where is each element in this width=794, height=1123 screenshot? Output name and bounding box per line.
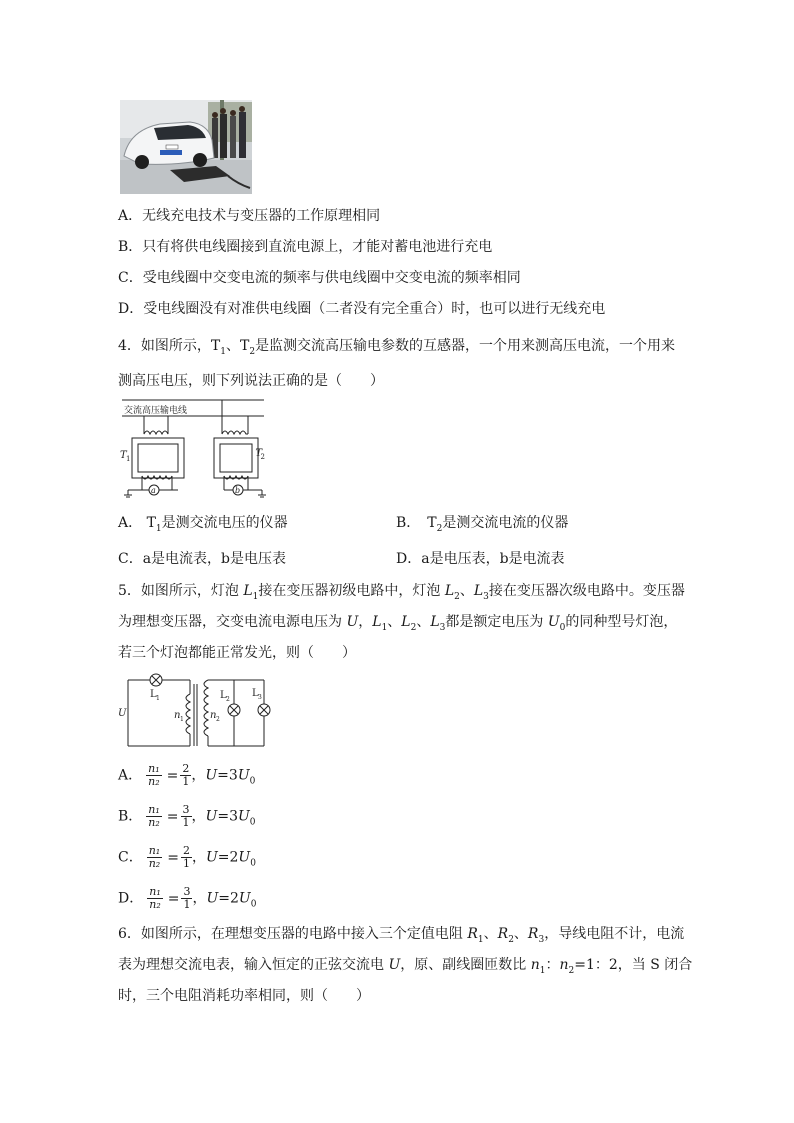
q5-circuit-figure bbox=[116, 670, 276, 750]
q5-stem-line1: 5．如图所示，灯泡 $L_1$接在变压器初级电路中，灯泡 $L_2$、$L_3$接在变压器次级电路中。变压器 bbox=[118, 583, 685, 602]
q5-stem-line2: 为理想变压器，交变电流电源电压为 U，$L_1$、$L_2$、$L_3$都是额定电压为 $U_0$的同种型号灯泡， bbox=[118, 614, 678, 633]
svg-text:a: a bbox=[151, 486, 156, 495]
q4-option-c: C．a是电流表，b是电压表 bbox=[118, 551, 287, 567]
t1-label: T bbox=[120, 450, 127, 461]
q4-option-a: A． $T_1$是测交流电压的仪器 bbox=[118, 515, 288, 534]
t2-label: T bbox=[255, 448, 262, 459]
wireless-charging-photo bbox=[120, 100, 252, 194]
q3-option-a: A．无线充电技术与变压器的工作原理相同 bbox=[118, 208, 381, 224]
svg-text:L: L bbox=[220, 690, 227, 701]
q5-option-b: B． $\frac{\text{n₁}}{\text{n₂}}$ = $\frac{3}{1}$ ，$U=3U_0$ bbox=[118, 803, 256, 829]
q6-stem-line3: 时，三个电阻消耗功率相同，则（ ） bbox=[118, 988, 370, 1004]
svg-text:U: U bbox=[118, 708, 127, 719]
q4-stem-line1: 4．如图所示，$T_1$、$T_2$是监测交流高压输电参数的互感器，一个用来测高压电流，一个用来 bbox=[118, 338, 676, 357]
q3-option-b: B．只有将供电线圈接到直流电源上，才能对蓄电池进行充电 bbox=[118, 239, 493, 255]
svg-text:L: L bbox=[252, 688, 259, 699]
svg-text:1: 1 bbox=[126, 455, 131, 463]
svg-text:n: n bbox=[210, 710, 217, 721]
car-charging-image bbox=[120, 100, 252, 194]
q4-transformer-figure bbox=[118, 396, 268, 500]
q6-stem-line2: 表为理想交流电表，输入恒定的正弦交流电 U，原、副线圈匝数比 $n_1$：$n_2=1$：2，当 S 闭合 bbox=[118, 957, 693, 976]
q3-option-c: C．受电线圈中交变电流的频率与供电线圈中交变电流的频率相同 bbox=[118, 270, 521, 286]
q4-stem-line2: 测高压电压，则下列说法正确的是（ ） bbox=[118, 373, 384, 389]
q4-wire-label: 交流高压输电线 bbox=[124, 406, 188, 416]
svg-text:2: 2 bbox=[216, 716, 220, 723]
q4-option-b: B． $T_2$是测交流电流的仪器 bbox=[396, 515, 569, 534]
q5-stem-line3: 若三个灯泡都能正常发光，则（ ） bbox=[118, 645, 356, 661]
q5-option-a: A． $\frac{\text{n₁}}{\text{n₂}}$ = $\frac{2}{1}$ ，$U=3U_0$ bbox=[118, 762, 256, 788]
svg-text:L: L bbox=[150, 689, 157, 700]
q5-option-d: D． $\frac{\text{n₁}}{\text{n₂}}$ = $\frac{3}{1}$ ，$U=2U_0$ bbox=[118, 885, 257, 911]
svg-text:1: 1 bbox=[180, 716, 184, 723]
svg-text:n: n bbox=[174, 710, 181, 721]
q5-option-c: C． $\frac{\text{n₁}}{\text{n₂}}$ = $\frac{2}{1}$ ，$U=2U_0$ bbox=[118, 844, 256, 870]
q3-option-d: D．受电线圈没有对准供电线圈（二者没有完全重合）时，也可以进行无线充电 bbox=[118, 301, 606, 317]
q6-stem-line1: 6．如图所示，在理想变压器的电路中接入三个定值电阻 $R_1$、$R_2$、$R_3$，导线电阻不计，电流 bbox=[118, 926, 685, 945]
svg-text:b: b bbox=[235, 486, 241, 495]
svg-text:3: 3 bbox=[258, 694, 262, 701]
svg-text:1: 1 bbox=[156, 695, 160, 702]
svg-text:2: 2 bbox=[226, 696, 230, 703]
svg-text:2: 2 bbox=[260, 453, 265, 461]
q4-option-d: D．a是电压表，b是电流表 bbox=[396, 551, 565, 567]
